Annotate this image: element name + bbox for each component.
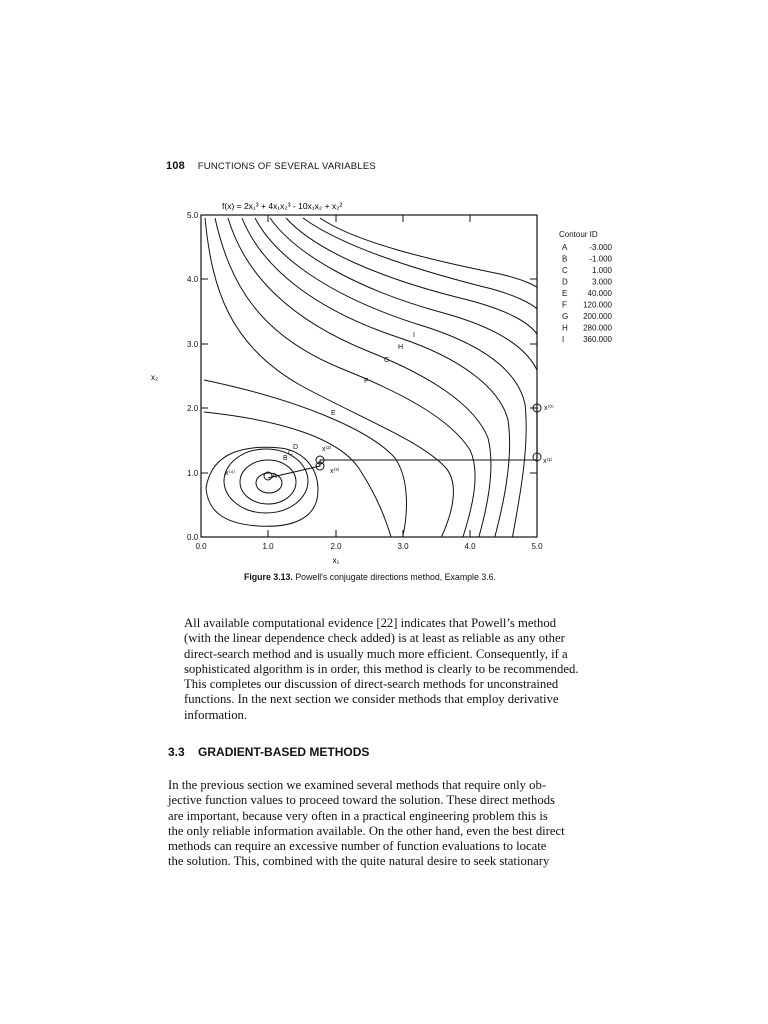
- contour-G: [215, 218, 475, 540]
- legend-title: Contour ID: [559, 230, 598, 239]
- y-tick-4: 4.0: [187, 275, 199, 284]
- iterate-points: [264, 404, 541, 480]
- legend-id-F: F: [562, 300, 567, 310]
- x-tick-3: 3.0: [397, 542, 409, 551]
- contour-lines: [204, 218, 540, 540]
- figure-caption: [200, 572, 540, 582]
- label-x4: x⁽⁴⁾: [225, 470, 235, 477]
- contour-B: [240, 460, 296, 504]
- label-H: H: [398, 344, 404, 351]
- section-heading: [168, 745, 369, 759]
- label-x0: x⁽⁰⁾: [544, 405, 554, 412]
- paragraph-3: [168, 778, 602, 870]
- legend-id-E: E: [562, 289, 568, 298]
- y-axis-label: x₂: [151, 373, 159, 382]
- p3-line: methods can require an excessive number of function evaluations to locate: [168, 839, 547, 854]
- contour-extra-1: [255, 218, 526, 540]
- x-tick-2: 2.0: [330, 542, 342, 551]
- label-E: E: [331, 410, 336, 417]
- contour-I: [242, 218, 510, 540]
- y-tick-0: 0.0: [187, 533, 199, 542]
- paragraph-1: [168, 616, 602, 677]
- contour-D: [206, 447, 318, 526]
- p3-line: the solution. This, combined with the quite natural desire to seek stationary: [168, 854, 550, 869]
- p3-line: the only reliable information available. On the other hand, even the best direct: [168, 823, 565, 838]
- running-title: FUNCTIONS OF SEVERAL VARIABLES: [197, 161, 376, 172]
- contour-H: [228, 218, 491, 540]
- contour-labels: [272, 332, 415, 480]
- y-tick-3: 3.0: [187, 340, 199, 349]
- legend-id-H: H: [562, 323, 568, 333]
- caption-label: Figure 3.13.: [243, 572, 293, 582]
- legend-rows: [562, 243, 613, 344]
- legend-value-H: 280.000: [583, 323, 612, 333]
- p2-line: information.: [184, 707, 248, 722]
- legend-value-C: 1.000: [591, 266, 612, 275]
- x-tick-4: 4.0: [464, 542, 476, 551]
- x-tick-1: 1.0: [262, 542, 274, 551]
- label-A: A: [272, 473, 277, 480]
- label-x1: x⁽¹⁾: [543, 458, 553, 465]
- x-tick-5: 5.0: [531, 542, 543, 551]
- p1-line: sophisticated algorithm is in order, this method is clearly to be recommended.: [184, 661, 579, 676]
- y-tick-1: 1.0: [187, 469, 199, 478]
- legend-value-B: -1.000: [589, 254, 612, 264]
- legend-id-I: I: [562, 335, 565, 344]
- plot-frame: [201, 215, 537, 537]
- y-tick-5: 5.0: [187, 211, 199, 220]
- legend-value-A: -3.000: [589, 243, 612, 252]
- legend-id-B: B: [562, 254, 568, 264]
- x-axis-label: x₁: [332, 556, 340, 565]
- y-tick-2: 2.0: [187, 404, 199, 413]
- legend-value-G: 200.000: [583, 312, 612, 321]
- p3-line: are important, because very often in a practical engineering problem this is: [168, 808, 548, 823]
- p1-line: direct-search method and is usually much more efficient. Consequently, if a: [184, 646, 568, 661]
- section-title: GRADIENT-BASED METHODS: [198, 745, 370, 759]
- label-D: D: [293, 444, 299, 451]
- search-path: [268, 408, 537, 478]
- contour-extra-5: [320, 218, 540, 290]
- legend-id-C: C: [562, 266, 568, 275]
- label-I: I: [413, 332, 415, 339]
- tick-marks: [201, 215, 537, 537]
- legend-id-A: A: [562, 243, 568, 252]
- p1-line: All available computational evidence [22] indicates that Powell’s method: [184, 616, 557, 630]
- label-G: G: [384, 357, 390, 364]
- p3-line: In the previous section we examined several methods that require only ob-: [168, 778, 547, 792]
- legend-value-F: 120.000: [583, 300, 612, 310]
- paragraph-2: [168, 677, 602, 723]
- p2-line: functions. In the next section we consider methods that employ derivative: [184, 692, 559, 707]
- contour-extra-3: [286, 218, 540, 340]
- p3-line: jective function values to proceed toward the solution. These direct methods: [168, 793, 555, 808]
- function-formula: f(x) = 2x₁³ + 4x₁x₂³ - 10x₁x₂ + x₂²: [222, 201, 343, 211]
- contour-extra-4: [303, 218, 540, 312]
- p1-line: (with the linear dependence check added) is at least as reliable as any other: [184, 631, 565, 646]
- legend-value-D: 3.000: [591, 277, 612, 287]
- label-x3: x⁽³⁾: [330, 468, 340, 475]
- legend-value-E: 40.000: [587, 289, 612, 298]
- label-F: F: [364, 378, 369, 385]
- x-tick-0: 0.0: [195, 542, 207, 551]
- contour-C: [224, 449, 308, 513]
- label-x2: x⁽²⁾: [322, 446, 332, 453]
- legend-id-D: D: [562, 277, 568, 287]
- y-tick-labels: [187, 211, 199, 542]
- legend-id-G: G: [562, 312, 569, 321]
- section-number: 3.3: [168, 745, 185, 759]
- label-B: B: [283, 455, 288, 462]
- contour-legend: [559, 230, 613, 344]
- legend-value-I: 360.000: [583, 335, 612, 344]
- p2-line: This completes our discussion of direct-search methods for unconstrained: [184, 677, 559, 691]
- label-C: C: [288, 450, 294, 457]
- page-number: 108: [166, 160, 185, 172]
- x-tick-labels: [195, 542, 543, 551]
- caption-text: Powell's conjugate directions method, Example 3.6.: [295, 572, 497, 582]
